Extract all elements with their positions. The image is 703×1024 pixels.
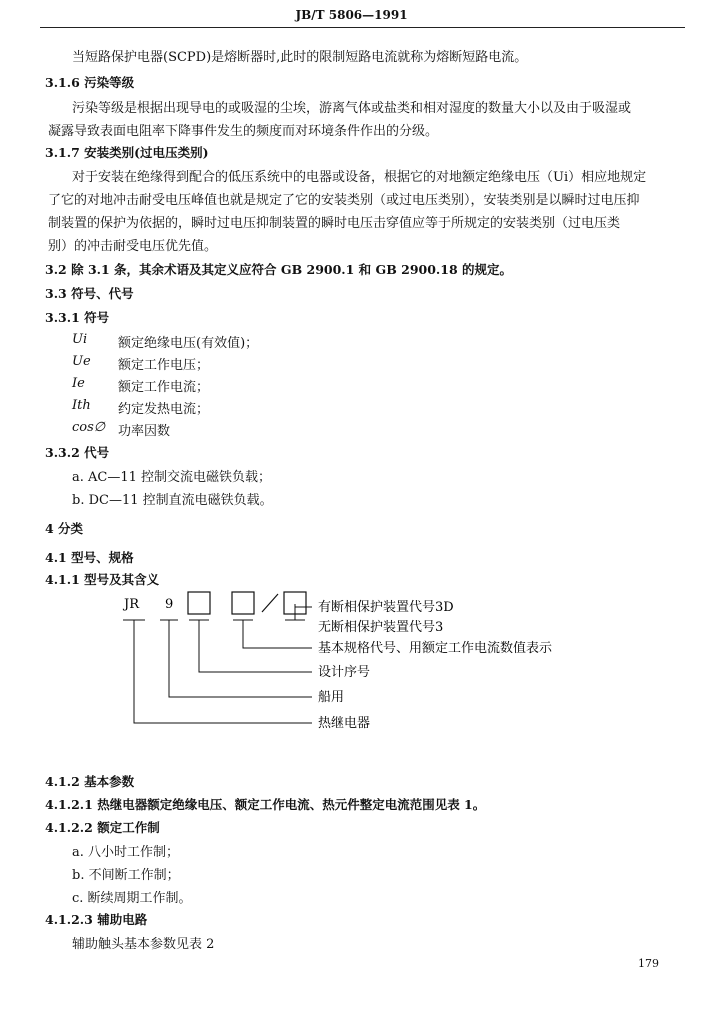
heading-4122: 4.1.2.2 额定工作制 <box>45 820 160 835</box>
label-phase-3: 无断相保护装置代号3 <box>318 620 444 635</box>
page-header: JB/T 5806—1991 <box>295 8 408 22</box>
symbol-ith: Ith <box>72 398 91 413</box>
symbol-cos-desc: 功率因数 <box>118 424 171 439</box>
label-design-serial: 设计序号 <box>318 665 371 680</box>
duty-item-b: b. 不间断工作制； <box>72 868 180 883</box>
symbol-ui-desc: 额定绝缘电压(有效值)； <box>118 336 259 351</box>
basic-spec-box <box>232 592 254 614</box>
code-item-a: a. AC—11 控制交流电磁铁负载； <box>72 470 272 485</box>
symbol-ith-desc: 约定发热电流； <box>118 402 210 417</box>
leader-serial <box>199 620 312 672</box>
heading-4121: 4.1.2.1 热继电器额定绝缘电压、额定工作电流、热元件整定电流范围见表 1。 <box>45 797 486 812</box>
symbol-ue: Ue <box>72 354 91 369</box>
heading-4: 4 分类 <box>45 521 84 536</box>
leader-spec <box>243 620 312 648</box>
model-code-jr: JR <box>124 597 139 612</box>
heading-317: 3.1.7 安装类别(过电压类别) <box>45 145 209 160</box>
paragraph-316-line-1: 污染等级是根据出现导电的或吸湿的尘埃，游离气体或盐类和相对湿度的数量大小以及由于吸湿或 <box>72 101 632 116</box>
symbol-ie: Ie <box>72 376 85 391</box>
paragraph-317-line-3: 制装置的保护为依据的，瞬时过电压抑制装置的瞬时电压击穿值应等于所规定的安装类别（过电压类 <box>48 216 621 231</box>
label-basic-spec: 基本规格代号、用额定工作电流数值表示 <box>318 641 553 656</box>
label-phase-3d: 有断相保护装置代号3D <box>318 600 454 615</box>
slash-mark <box>262 594 278 612</box>
heading-331: 3.3.1 符号 <box>45 310 110 325</box>
symbol-ue-desc: 额定工作电压； <box>118 358 210 373</box>
heading-412: 4.1.2 基本参数 <box>45 774 135 789</box>
symbol-cos: cos∅ <box>72 420 106 435</box>
heading-316: 3.1.6 污染等级 <box>45 75 135 90</box>
symbol-ui: Ui <box>72 332 88 347</box>
duty-item-a: a. 八小时工作制； <box>72 845 180 860</box>
heading-332: 3.3.2 代号 <box>45 445 110 460</box>
design-serial-box <box>188 592 210 614</box>
paragraph-317-line-1: 对于安装在绝缘得到配合的低压系统中的电器或设备，根据它的对地额定绝缘电压（Ui）相应地规定 <box>72 170 647 185</box>
heading-32: 3.2 除 3.1 条，其余术语及其定义应符合 GB 2900.1 和 GB 2900.18 的规定。 <box>45 262 513 277</box>
label-marine: 船用 <box>318 690 345 705</box>
paragraph-317-line-4: 别）的冲击耐受电压优先值。 <box>48 239 218 254</box>
page-number: 179 <box>638 957 659 970</box>
heading-411: 4.1.1 型号及其含义 <box>45 572 160 587</box>
model-code-9: 9 <box>165 597 174 612</box>
heading-33: 3.3 符号、代号 <box>45 286 134 301</box>
heading-4123: 4.1.2.3 辅助电路 <box>45 912 148 927</box>
paragraph-316-line-2: 凝露导致表面电阻率下降事件发生的频度而对环境条件作出的分级。 <box>48 124 439 139</box>
paragraph-315-tail: 当短路保护电器(SCPD)是熔断器时,此时的限制短路电流就称为熔断短路电流。 <box>72 50 528 65</box>
leader-marine <box>169 620 312 697</box>
label-thermal-relay: 热继电器 <box>318 716 371 731</box>
paragraph-317-line-2: 了它的对地冲击耐受电压峰值也就是规定了它的安装类别（或过电压类别），安装类别是以瞬时过电压抑 <box>48 193 640 208</box>
heading-41: 4.1 型号、规格 <box>45 550 134 565</box>
code-item-b: b. DC—11 控制直流电磁铁负载。 <box>72 493 273 508</box>
symbol-ie-desc: 额定工作电流； <box>118 380 210 395</box>
duty-item-c: c. 断续周期工作制。 <box>72 891 192 906</box>
aux-circuit-line: 辅助触头基本参数见表 2 <box>72 937 215 952</box>
